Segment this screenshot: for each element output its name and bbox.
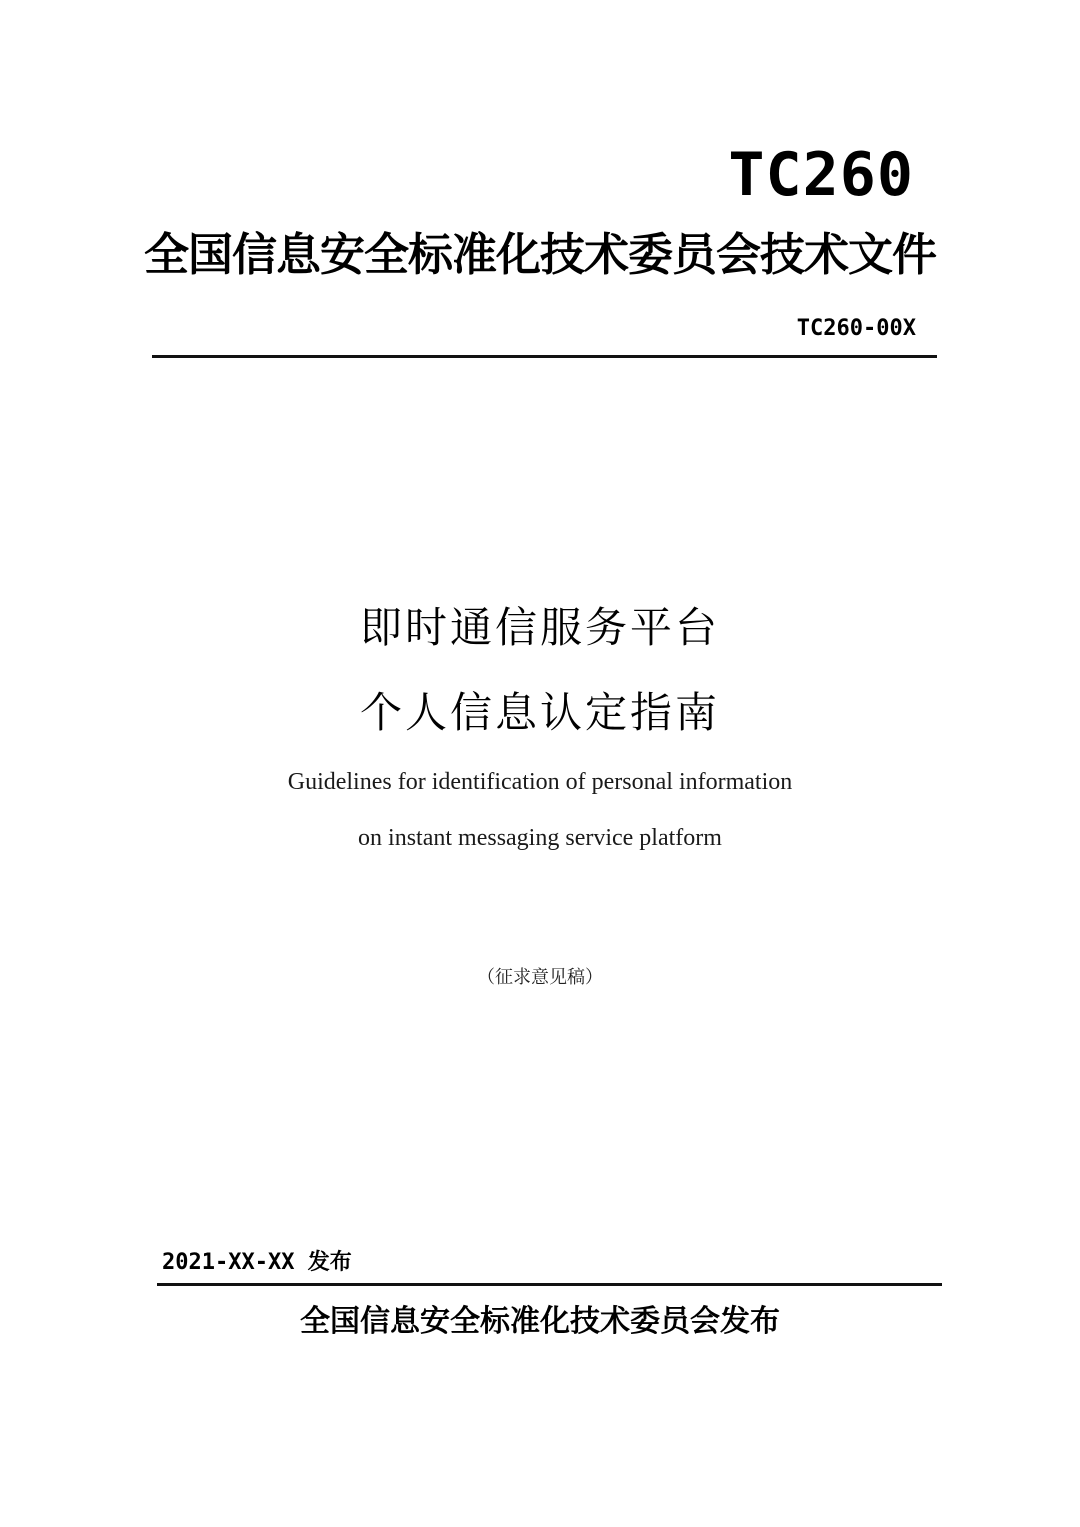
release-date: 2021-XX-XX 发布 (162, 1250, 352, 1275)
top-divider (152, 355, 937, 358)
title-zh-line-1: 即时通信服务平台 (359, 603, 720, 652)
document-series-code: TC260 (728, 140, 914, 210)
title-zh-line-2: 个人信息认定指南 (359, 688, 720, 737)
draft-status-note: （征求意见稿） (477, 967, 603, 988)
title-en-line-2: on instant messaging service platform (358, 825, 722, 851)
document-number: TC260-00X (796, 316, 916, 341)
title-en-line-1: Guidelines for identification of personal information (287, 769, 793, 795)
committee-document-title: 全国信息安全标准化技术委员会技术文件 (143, 228, 936, 281)
publisher-line: 全国信息安全标准化技术委员会发布 (300, 1304, 780, 1339)
bottom-divider (157, 1283, 942, 1286)
